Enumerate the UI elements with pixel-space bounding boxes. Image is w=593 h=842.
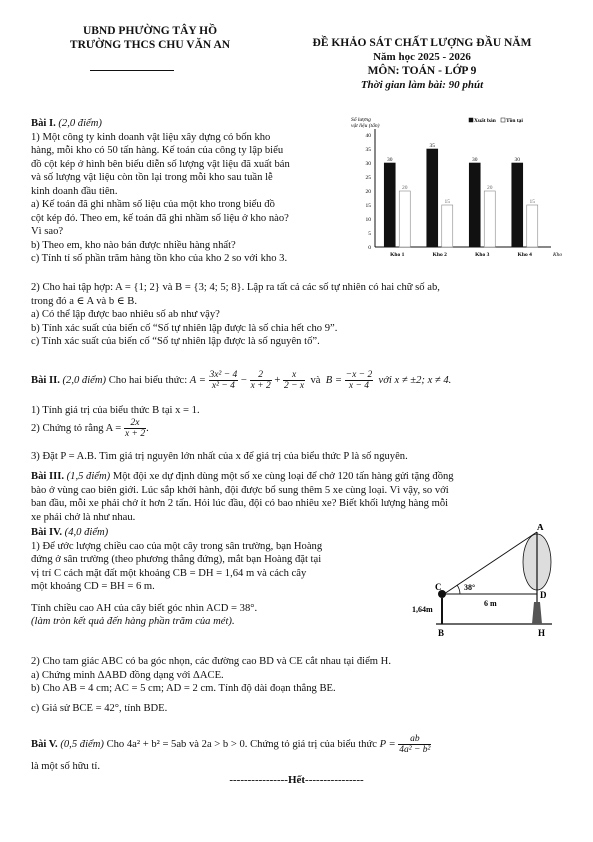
- bar-sold: [469, 163, 480, 247]
- bai2-q1: 1) Tính giá trị của biểu thức B tại x = 1.: [31, 405, 200, 416]
- y-tick-label: 25: [365, 175, 371, 181]
- bai1-p2-c: c) Tính xác suất của biến cố “Số tự nhiên lập được là số nguyên tố”.: [31, 336, 320, 347]
- bai1-p2-a: a) Có thể lập được bao nhiêu số ab như vậy?: [31, 309, 220, 320]
- bai1-part1: [31, 117, 351, 266]
- legend-swatch-remaining: [501, 118, 505, 122]
- frac-num: x: [283, 370, 305, 381]
- bar-remaining: [527, 205, 538, 247]
- y-tick-label: 35: [365, 147, 371, 153]
- bai2-q3: 3) Đặt P = A.B. Tìm giá trị nguyên lớn nhất của x để giá trị của biểu thức P là số nguyên.: [31, 451, 408, 462]
- bai5: [31, 732, 569, 758]
- q2-post: .: [146, 423, 149, 434]
- bai1-line: đồ cột kép ở hình bên biểu diễn số lượng vật liệu đã xuất bán: [31, 158, 290, 170]
- bai1-line: kinh doanh đầu tiên.: [31, 185, 118, 197]
- bai1-line: a) Kế toán đã ghi nhầm số liệu của một kho trong biểu đồ: [31, 199, 275, 210]
- double-bar-chart: [349, 115, 567, 267]
- bai3: [31, 470, 569, 524]
- bai1-line: Vì sao?: [31, 226, 64, 237]
- bai4-line: đứng ở sân trường (theo phương thẳng đứng), mắt bạn Hoàng đặt tại: [31, 554, 322, 565]
- frac-den: x − 4: [348, 381, 370, 392]
- bar-value-label: 35: [429, 143, 435, 149]
- bai1-p2-line2: trong đó a ∈ A và b ∈ B.: [31, 295, 138, 307]
- bai4-part2: [31, 655, 569, 715]
- label-H: H: [538, 628, 546, 638]
- bai3-line: bào ở vùng cao biên giới. Lúc sắp khởi hành, đội được bổ sung thêm 5 xe cùng loại. Vì vậy, so với: [31, 484, 449, 496]
- label-distance: 6 m: [484, 599, 497, 608]
- bai1-points: (2,0 điểm): [58, 118, 102, 129]
- frac-den: 2 − x: [284, 381, 305, 392]
- bar-sold: [427, 149, 438, 247]
- bai1-line: 1) Một công ty kinh doanh vật liệu xây dựng có bốn kho: [31, 131, 271, 143]
- bar-value-label: 20: [402, 185, 408, 191]
- bai4-line: một khoảng CD = BH = 6 m.: [31, 581, 155, 592]
- y-tick-label: 15: [365, 203, 371, 209]
- tree-figure: [412, 524, 562, 644]
- legend-label-sold: Xuất bán: [474, 118, 496, 124]
- op: +: [274, 375, 281, 386]
- y-tick-label: 10: [365, 217, 371, 223]
- exam-header: [262, 36, 582, 92]
- bai5-points: (0,5 điểm): [60, 739, 104, 750]
- bai4-part1: [31, 526, 406, 629]
- bai4-title: Bài IV.: [31, 527, 63, 538]
- bai3-title: Bài III.: [31, 471, 64, 482]
- label-C: C: [435, 582, 442, 592]
- bai4-p2-intro: 2) Cho tam giác ABC có ba góc nhọn, các đường cao BD và CE cắt nhau tại điểm H.: [31, 656, 391, 667]
- bai2-points: (2,0 điểm): [62, 375, 107, 386]
- expr-B-frac: [345, 370, 374, 391]
- legend-swatch-sold: [469, 118, 473, 122]
- op: −: [240, 375, 247, 386]
- bai4-line: vị trí C cách mặt đất một khoảng CB = DH = 1,64 m và cách cây: [31, 567, 307, 579]
- expr-A-frac3: [283, 370, 305, 391]
- x-tick-label: Kho 4: [517, 252, 532, 258]
- tree-trunk: [532, 602, 542, 624]
- school-year: Năm học 2025 - 2026: [373, 51, 471, 63]
- frac-num: 3x² − 4: [209, 370, 238, 381]
- bai4-note: (làm tròn kết quả đến hàng phần trăm của mét).: [31, 616, 235, 627]
- angle-arc: [457, 585, 460, 594]
- bai4-p2-b: b) Cho AB = 4 cm; AC = 5 cm; AD = 2 cm. Tính độ dài đoạn thẳng BE.: [31, 683, 336, 694]
- y-tick-label: 40: [365, 133, 371, 139]
- y-axis-label: vật liệu (tấn): [351, 123, 380, 129]
- expr-P-frac: [398, 734, 431, 755]
- bai2-intro: Cho hai biểu thức:: [108, 375, 188, 386]
- bai4-line: 1) Để ước lượng chiều cao của một cây trong sân trường, bạn Hoàng: [31, 540, 323, 552]
- subject: MÔN: TOÁN - LỚP 9: [367, 65, 477, 77]
- bai3-line: xe phải chở là như nhau.: [31, 511, 136, 523]
- exam-time: Thời gian làm bài: 90 phút: [360, 79, 484, 91]
- frac-den: 4a² − b²: [399, 745, 431, 756]
- bar-value-label: 20: [487, 185, 493, 191]
- label-height: 1,64m: [412, 605, 433, 614]
- expr-P-lhs: P =: [379, 739, 396, 750]
- school-header: [40, 24, 260, 52]
- bai3-line: Một đội xe dự định dùng một số xe cùng loại để chở 120 tấn hàng gửi tặng đồng: [112, 471, 454, 482]
- bai1-p2-line1: 2) Cho hai tập hợp: A = {1; 2} và B = {3; 4; 5; 8}. Lập ra tất cả các số tự nhiên có hai chữ số ab,: [31, 282, 440, 293]
- legend-label-remaining: Tồn tại: [506, 118, 523, 124]
- bai1-line: b) Theo em, kho nào bán được nhiều hàng nhất?: [31, 239, 236, 251]
- x-tick-label: Kho 2: [432, 252, 447, 258]
- bar-value-label: 15: [529, 199, 535, 205]
- school-name: TRƯỜNG THCS CHU VĂN AN: [69, 39, 231, 51]
- label-angle: 38°: [464, 583, 476, 592]
- frac-den: x + 2: [250, 381, 271, 392]
- bai4-p2-c: c) Giả sử BCE = 42°, tính BDE.: [31, 702, 168, 714]
- tree-figure-svg: [412, 524, 562, 644]
- q2-frac: [124, 418, 146, 439]
- label-D: D: [540, 590, 547, 600]
- frac-den: x + 2: [124, 429, 146, 440]
- header-rule: [90, 70, 174, 71]
- ward-name: UBND PHƯỜNG TÂY HỒ: [82, 25, 218, 37]
- bai3-points: (1,5 điểm): [66, 471, 111, 482]
- bar-sold: [512, 163, 523, 247]
- bai1-line: c) Tính tỉ số phần trăm hàng tồn kho của kho 2 so với kho 3.: [31, 253, 288, 264]
- q2-pre: 2) Chứng tỏ rằng A =: [31, 423, 122, 434]
- bar-value-label: 30: [472, 157, 478, 163]
- chart-svg: [349, 115, 567, 267]
- bai4-question: Tính chiều cao AH của cây biết góc nhìn ACD = 38°.: [31, 602, 258, 614]
- x-tick-label: Kho 3: [475, 252, 490, 258]
- expr-A-frac2: [250, 370, 272, 391]
- bai2-q2: [31, 416, 569, 442]
- bai1-p2-b: b) Tính xác suất của biến cố “Số tự nhiên lập được là số chia hết cho 9”.: [31, 322, 338, 334]
- bai4-p2-a: a) Chứng minh ΔABD đồng dạng với ΔACE.: [31, 669, 224, 681]
- y-tick-label: 0: [368, 245, 371, 251]
- bai1-line: cột kép đó. Theo em, kế toán đã ghi nhầm số liệu ở kho nào?: [31, 212, 289, 224]
- frac-num: ab: [398, 734, 431, 745]
- bai4-points: (4,0 điểm): [64, 527, 109, 538]
- frac-num: −x − 2: [345, 370, 373, 381]
- bar-value-label: 30: [387, 157, 393, 163]
- bai5-text: Cho 4a² + b² = 5ab và 2a > b > 0. Chứng tỏ giá trị của biểu thức: [106, 739, 377, 750]
- expr-B-lhs: B =: [325, 375, 343, 386]
- bai2-title: Bài II.: [31, 375, 60, 386]
- bai2-header: [31, 368, 569, 394]
- end-marker: ----------------Hết----------------: [229, 774, 364, 786]
- label-B: B: [438, 628, 445, 638]
- and-word: và: [310, 375, 321, 386]
- bar-value-label: 30: [514, 157, 520, 163]
- y-tick-label: 5: [368, 231, 371, 237]
- bai3-line: ban đầu, mỗi xe phải chở ít hơn 2 tấn. Hỏi lúc đầu, đội có bao nhiêu xe? Biết khối lượng hàng mỗi: [31, 498, 449, 509]
- expr-A-lhs: A =: [189, 375, 206, 386]
- frac-den: x² − 4: [211, 381, 235, 392]
- bai1-line: và số lượng vật liệu còn tồn lại trong mỗi kho sau tuần lễ: [31, 172, 273, 183]
- frac-num: 2: [250, 370, 272, 381]
- expr-A-frac1: [209, 370, 239, 391]
- bar-remaining: [484, 191, 495, 247]
- x-tick-label: Kho 1: [390, 252, 405, 258]
- condition: với x ≠ ±2; x ≠ 4.: [378, 375, 452, 386]
- y-tick-label: 30: [365, 161, 371, 167]
- bar-value-label: 15: [444, 199, 450, 205]
- bai1-line: hàng, mỗi kho có 50 tấn hàng. Kế toán của công ty lập biểu: [31, 145, 284, 156]
- frac-num: 2x: [124, 418, 146, 429]
- bai5-title: Bài V.: [31, 739, 58, 750]
- bai1-part2: [31, 281, 569, 349]
- label-A: A: [537, 524, 544, 532]
- bar-sold: [384, 163, 395, 247]
- bar-remaining: [399, 191, 410, 247]
- exam-title: ĐỀ KHẢO SÁT CHẤT LƯỢNG ĐẦU NĂM: [312, 37, 532, 49]
- y-tick-label: 20: [365, 189, 371, 195]
- bar-remaining: [442, 205, 453, 247]
- bai5-tail: là một số hữu tỉ.: [31, 761, 101, 772]
- y-axis-label: Số lượng: [351, 117, 371, 123]
- bai1-title: Bài I.: [31, 118, 56, 129]
- x-axis-label: Kho: [553, 252, 563, 258]
